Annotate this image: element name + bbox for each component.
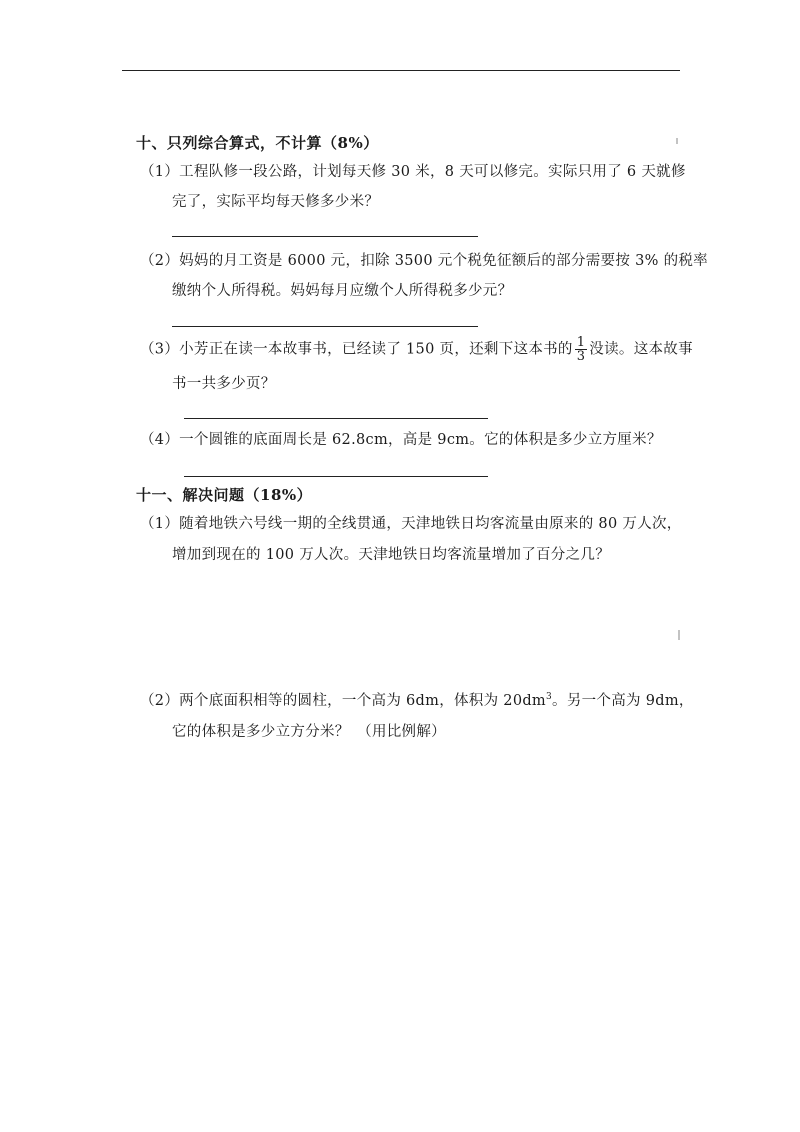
scan-speck <box>676 138 678 144</box>
question-11-1-line-2: 增加到现在的 100 万人次。天津地铁日均客流量增加了百分之几？ <box>172 547 610 563</box>
question-11-2-line-1 <box>140 689 694 710</box>
question-10-2-line-2: 缴纳个人所得税。妈妈每月应缴个人所得税多少元？ <box>172 283 513 299</box>
question-11-2-line-2: 它的体积是多少立方分米？ （用比例解） <box>172 724 446 740</box>
question-10-3-text-after-fraction: 没读。这本故事 <box>589 341 693 358</box>
fraction-numerator: 1 <box>576 335 586 350</box>
question-10-1-line-2: 完了，实际平均每天修多少米？ <box>172 194 380 210</box>
fraction-denominator: 3 <box>576 349 586 364</box>
question-10-3-line-2: 书一共多少页？ <box>172 376 276 392</box>
question-11-2-text-before-exponent: （2）两个底面积相等的圆柱，一个高为 6dm，体积为 20dm <box>140 693 546 709</box>
answer-line-10-2[interactable] <box>172 326 478 327</box>
question-10-1-line-1: （1）工程队修一段公路，计划每天修 30 米，8 天可以修完。实际只用了 6 天就修 <box>140 164 686 180</box>
fraction-one-third <box>575 336 588 363</box>
question-11-1-line-1: （1）随着地铁六号线一期的全线贯通，天津地铁日均客流量由原来的 80 万人次， <box>140 516 682 532</box>
section-11-title: 十一、解决问题（18%） <box>136 486 313 504</box>
question-10-3-text-before-fraction: （3）小芳正在读一本故事书，已经读了 150 页，还剩下这本书的 <box>140 341 573 358</box>
answer-line-10-4[interactable] <box>184 476 488 477</box>
section-10-title: 十、只列综合算式，不计算（8%） <box>136 134 379 152</box>
answer-line-10-3[interactable] <box>184 418 488 419</box>
scan-speck <box>678 630 680 640</box>
question-11-2-text-after-exponent: 。另一个高为 9dm， <box>552 693 694 709</box>
question-10-3-line-1 <box>140 336 693 363</box>
exponent-cubed: 3 <box>545 692 553 703</box>
page-top-rule <box>122 70 680 71</box>
question-10-4-line-1: （4）一个圆锥的底面周长是 62.8cm，高是 9cm。它的体积是多少立方厘米？ <box>140 432 662 448</box>
answer-line-10-1[interactable] <box>172 236 478 237</box>
question-10-2-line-1: （2）妈妈的月工资是 6000 元，扣除 3500 元个税免征额后的部分需要按 3% 的税率 <box>140 253 708 269</box>
